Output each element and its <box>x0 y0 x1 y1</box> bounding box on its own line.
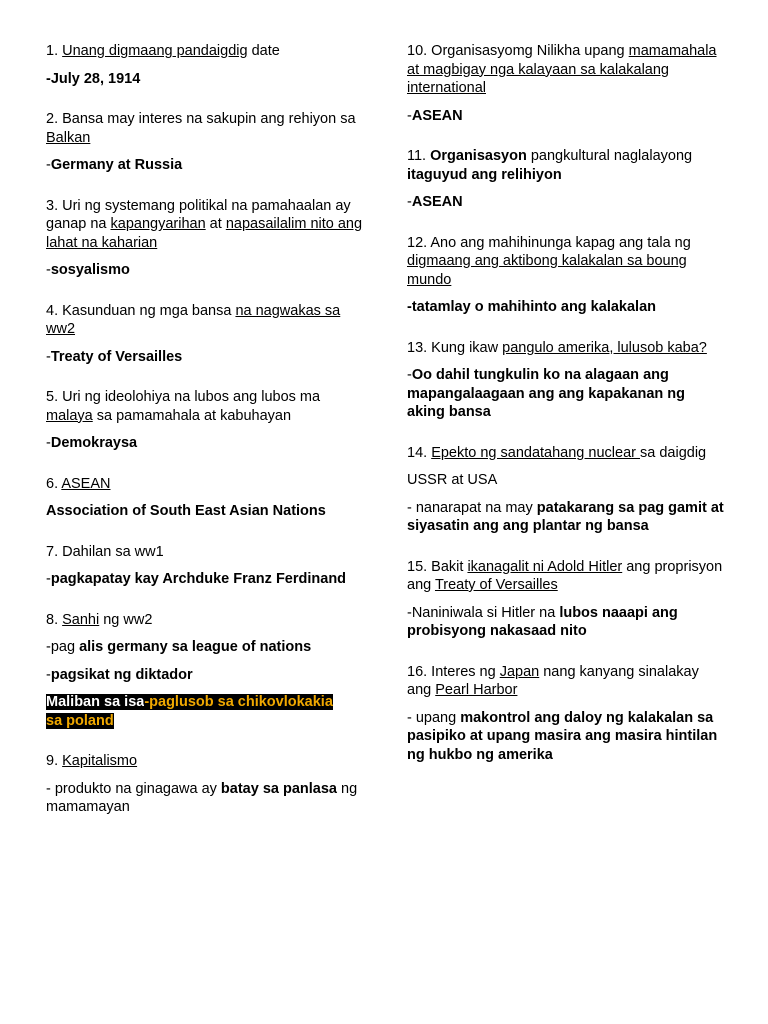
question-7 <box>46 543 366 589</box>
answer-prefix: - <box>407 107 412 124</box>
question-text <box>407 558 725 595</box>
question-rest: 11. <box>407 148 431 164</box>
question-text <box>407 339 725 358</box>
underlined-term: ikanagalit ni Adold Hitler <box>467 558 623 575</box>
underlined-term: Japan <box>499 663 540 680</box>
question-10 <box>407 42 725 125</box>
underlined-term: Treaty of Versailles <box>434 577 558 593</box>
question-text <box>46 302 366 339</box>
question-15 <box>407 558 725 641</box>
answer-bold: sosyalismo <box>50 262 130 278</box>
answer-bold: patakarang sa pag gamit at siyasatin ang ang plantar ng bansa <box>407 499 724 534</box>
answer-text <box>46 434 366 453</box>
underlined-term: malaya <box>46 407 93 424</box>
question-rest: 10. Organisasyomg Nilikha upang <box>407 43 629 59</box>
answer-prefix: - <box>46 157 51 173</box>
question-12 <box>407 234 725 317</box>
answer-prefix: - upang <box>407 709 461 726</box>
answer-bold: Demokraysa <box>50 435 138 451</box>
underlined-term: Epekto ng sandatahang nuclear <box>431 444 640 461</box>
highlight-black: Maliban sa isa <box>46 694 145 710</box>
answer-prefix: - <box>407 194 412 210</box>
answer-text <box>46 70 366 89</box>
bold-term: Organisasyon <box>430 148 527 164</box>
answer-text <box>46 261 366 280</box>
answer-bold: lubos naaapi ang probisyong nakasaad nito <box>407 604 678 639</box>
question-9 <box>46 752 366 817</box>
answer-text <box>407 107 725 126</box>
highlighted-answer <box>46 693 366 730</box>
underlined-term: mamamahala at magbigay nga kalayaan sa kalakalang international <box>407 43 717 96</box>
question-text <box>407 663 725 700</box>
answer-bold: -July 28, 1914 <box>46 70 141 87</box>
bold-term: itaguyud ang relihiyon <box>407 166 562 183</box>
answer-text <box>46 780 366 817</box>
question-text <box>46 475 366 494</box>
underlined-term: ASEAN <box>61 475 111 492</box>
question-14 <box>407 444 725 536</box>
answer-rest: ng mamamayan <box>46 780 358 815</box>
question-rest: ng ww2 <box>99 611 153 628</box>
question-rest: 9. <box>46 753 63 769</box>
answer-prefix: - nanarapat na may <box>407 499 537 516</box>
answer-bold: batay sa panlasa <box>220 780 337 797</box>
question-rest: sa pamamahala at kabuhayan <box>92 407 292 424</box>
question-rest: 15. Bakit <box>407 558 468 575</box>
answer-bold: -tatamlay o mahihinto ang kalakalan <box>407 299 656 315</box>
answer-text <box>46 570 366 589</box>
underlined-term: na nagwakas sa ww2 <box>46 302 341 337</box>
answer-bold: pagkapatay kay Archduke Franz Ferdinand <box>50 571 347 587</box>
question-rest: 3. Uri ng systemang politikal na pamahaalan ay ganap na <box>46 197 351 232</box>
question-text <box>46 197 366 253</box>
underlined-term: Kapitalismo <box>62 753 138 769</box>
question-text <box>407 444 725 463</box>
answer-prefix: -Naniniwala si Hitler na <box>407 604 560 621</box>
answer-prefix: - <box>46 666 51 683</box>
answer-text <box>407 298 725 317</box>
question-8 <box>46 611 366 731</box>
question-rest: at <box>205 216 226 232</box>
question-text <box>46 42 366 61</box>
answer-bold: ASEAN <box>411 107 463 124</box>
question-1 <box>46 42 366 88</box>
left-column <box>46 42 366 839</box>
answer-text <box>407 471 725 490</box>
answer-text <box>46 502 366 521</box>
question-rest: ang proprisyon ang <box>407 558 723 593</box>
question-rest: 8. <box>46 611 63 628</box>
answer-plain: USSR at USA <box>407 472 498 488</box>
question-3 <box>46 197 366 280</box>
question-text <box>46 611 366 630</box>
underlined-term: Pearl Harbor <box>435 682 518 698</box>
question-rest: 5. Uri ng ideolohiya na lubos ang lubos ma <box>46 389 321 405</box>
question-rest: 4. Kasunduan ng mga bansa <box>46 302 236 319</box>
answer-prefix: - <box>407 367 412 383</box>
underlined-term: digmaang ang aktibong kalakalan sa boung mundo <box>407 253 687 288</box>
question-text <box>407 234 725 290</box>
question-text <box>46 388 366 425</box>
question-rest: nang kanyang sinalakay ang <box>407 663 699 698</box>
underlined-term: kapangyarihan <box>110 216 206 232</box>
question-16 <box>407 663 725 765</box>
answer-text <box>407 604 725 641</box>
answer-bold: Association of South East Asian Nations <box>46 503 326 519</box>
underlined-term: Sanhi <box>62 611 100 628</box>
answer-text <box>46 156 366 175</box>
underlined-term: pangulo amerika, lulusob kaba? <box>502 339 707 356</box>
answer-prefix: - <box>46 435 51 451</box>
question-11 <box>407 147 725 212</box>
question-rest: 12. Ano ang mahihinunga kapag ang tala ng <box>407 234 691 251</box>
question-6 <box>46 475 366 521</box>
question-rest: sa daigdig <box>640 444 707 461</box>
right-column <box>407 42 725 786</box>
answer-text <box>407 709 725 765</box>
underlined-term: Unang digmaang pandaigdig <box>62 43 248 59</box>
question-text <box>407 147 725 184</box>
question-number: 1. <box>46 43 63 59</box>
answer-text <box>407 366 725 422</box>
answer-text <box>46 666 366 685</box>
question-5 <box>46 388 366 453</box>
question-text <box>46 543 366 562</box>
question-rest: 16. Interes ng <box>407 663 500 680</box>
question-text <box>46 752 366 771</box>
question-4 <box>46 302 366 367</box>
question-text <box>46 110 366 147</box>
answer-text <box>46 638 366 657</box>
answer-text <box>407 499 725 536</box>
question-rest: date <box>247 43 280 59</box>
answer-prefix: - <box>46 348 51 365</box>
answer-prefix: - produkto na ginagawa ay <box>46 780 221 797</box>
answer-bold: pagsikat ng diktador <box>50 666 193 683</box>
question-2 <box>46 110 366 175</box>
question-text <box>407 42 725 98</box>
underlined-term: napasailalim nito ang lahat na kaharian <box>46 216 363 251</box>
underlined-term: Balkan <box>46 129 91 146</box>
question-rest: pangkultural naglalayong <box>526 148 693 164</box>
question-13 <box>407 339 725 422</box>
answer-bold: Germany at Russia <box>50 157 183 173</box>
question-rest: 13. Kung ikaw <box>407 339 503 356</box>
answer-text <box>46 348 366 367</box>
question-rest: 7. Dahilan sa ww1 <box>46 543 164 560</box>
answer-prefix: - <box>46 571 51 587</box>
question-rest: 2. Bansa may interes na sakupin ang rehiyon sa <box>46 111 356 127</box>
question-rest: 14. <box>407 444 432 461</box>
question-rest: 6. <box>46 475 62 492</box>
answer-bold: Treaty of Versailles <box>50 348 183 365</box>
highlight-gold: -paglusob sa chikovlokakia <box>144 694 333 710</box>
answer-bold: ASEAN <box>411 194 463 210</box>
answer-bold: makontrol ang daloy ng kalakalan sa pasipiko at upang masira ang masira hintilan ng hukbo ng amerika <box>407 709 718 763</box>
highlight-gold: sa poland <box>46 712 114 729</box>
answer-text <box>407 193 725 212</box>
answer-bold: alis germany sa league of nations <box>79 639 312 655</box>
answer-prefix: -pag <box>46 639 80 655</box>
answer-bold: Oo dahil tungkulin ko na alagaan ang mapangalaagaan ang ang kapakanan ng aking bansa <box>407 367 685 420</box>
answer-prefix: - <box>46 262 51 278</box>
